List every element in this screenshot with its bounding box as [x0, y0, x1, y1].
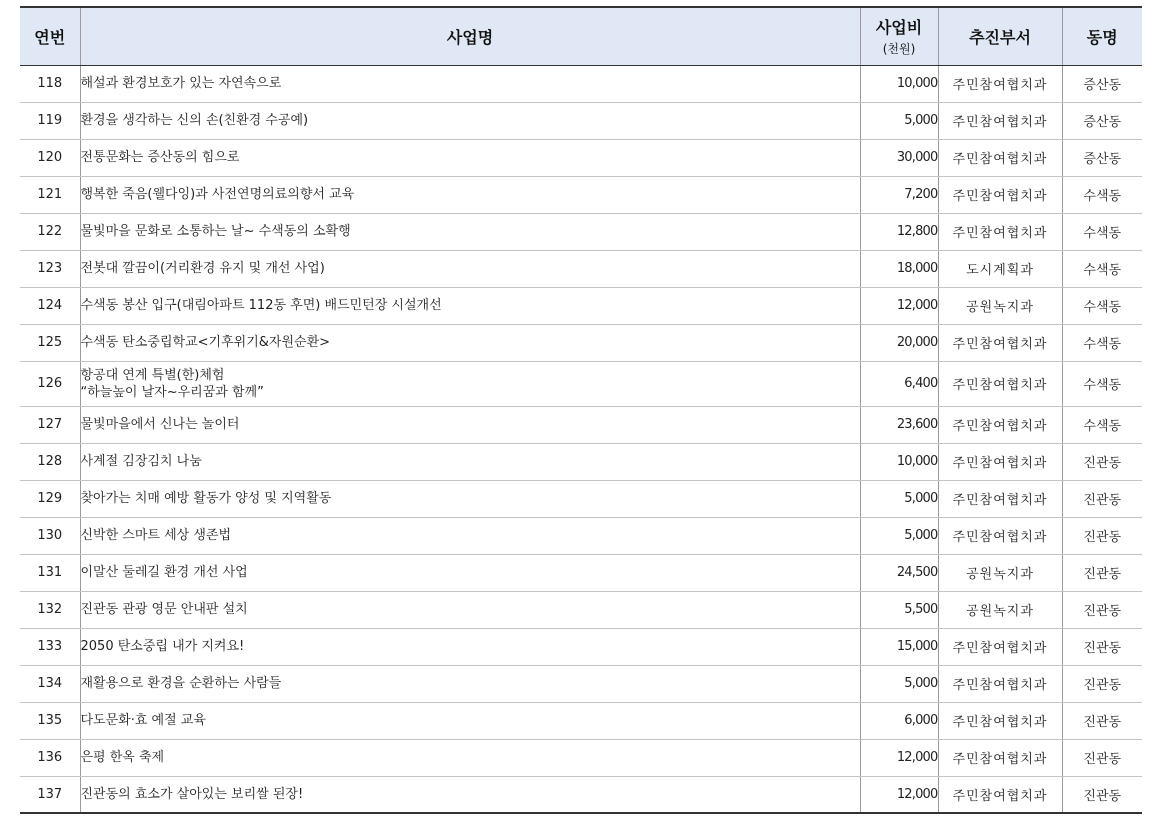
- department: 주민참여협치과: [938, 406, 1062, 443]
- project-name: [80, 480, 860, 517]
- table-row: [20, 361, 1142, 406]
- dong-name: 수색동: [1062, 250, 1142, 287]
- row-number: 118: [20, 65, 80, 102]
- department: 주민참여협치과: [938, 776, 1062, 813]
- project-cost: 23,600: [860, 406, 938, 443]
- header-dept: 추진부서: [938, 7, 1062, 65]
- dong-name: 증산동: [1062, 102, 1142, 139]
- table-header-row: [20, 7, 1142, 65]
- project-name: [80, 739, 860, 776]
- department: 주민참여협치과: [938, 361, 1062, 406]
- project-name: [80, 776, 860, 813]
- project-name: [80, 324, 860, 361]
- department: 공원녹지과: [938, 554, 1062, 591]
- row-number: 119: [20, 102, 80, 139]
- table-body: [20, 65, 1142, 813]
- row-number: 123: [20, 250, 80, 287]
- department: 주민참여협치과: [938, 739, 1062, 776]
- dong-name: 진관동: [1062, 665, 1142, 702]
- department: 주민참여협치과: [938, 65, 1062, 102]
- row-number: 125: [20, 324, 80, 361]
- row-number: 132: [20, 591, 80, 628]
- project-name-line: 행복한 죽음(웰다잉)과 사전연명의료의향서 교육: [80, 187, 355, 202]
- dong-name: 진관동: [1062, 480, 1142, 517]
- table-row: [20, 287, 1142, 324]
- row-number: 133: [20, 628, 80, 665]
- project-name: [80, 628, 860, 665]
- project-cost: 6,000: [860, 702, 938, 739]
- project-name: [80, 665, 860, 702]
- department: 주민참여협치과: [938, 517, 1062, 554]
- dong-name: 수색동: [1062, 324, 1142, 361]
- table-row: [20, 406, 1142, 443]
- header-name: 사업명: [80, 7, 860, 65]
- project-name-line: 전봇대 깔끔이(거리환경 유지 및 개선 사업): [80, 261, 325, 276]
- department: 주민참여협치과: [938, 324, 1062, 361]
- table-row: [20, 65, 1142, 102]
- project-name-line: 사계절 김장김치 나눔: [80, 454, 202, 469]
- header-cost: [860, 7, 938, 65]
- project-name: [80, 702, 860, 739]
- dong-name: 진관동: [1062, 554, 1142, 591]
- project-name: [80, 65, 860, 102]
- project-name: [80, 287, 860, 324]
- dong-name: 수색동: [1062, 406, 1142, 443]
- dong-name: 수색동: [1062, 176, 1142, 213]
- project-name-line: 물빛마을에서 신나는 놀이터: [80, 417, 240, 432]
- row-number: 120: [20, 139, 80, 176]
- dong-name: 증산동: [1062, 65, 1142, 102]
- project-cost: 24,500: [860, 554, 938, 591]
- row-number: 130: [20, 517, 80, 554]
- project-cost: 12,000: [860, 287, 938, 324]
- table-row: [20, 702, 1142, 739]
- row-number: 134: [20, 665, 80, 702]
- project-name-line: 진관동 관광 영문 안내판 설치: [80, 602, 248, 617]
- row-number: 128: [20, 443, 80, 480]
- header-cost-unit: (천원): [882, 42, 916, 57]
- department: 주민참여협치과: [938, 139, 1062, 176]
- row-number: 136: [20, 739, 80, 776]
- project-name-line: 재활용으로 환경을 순환하는 사람들: [80, 676, 282, 691]
- dong-name: 수색동: [1062, 361, 1142, 406]
- table-row: [20, 628, 1142, 665]
- project-name-line: 수색동 봉산 입구(대림아파트 112동 후면) 배드민턴장 시설개선: [80, 298, 442, 313]
- department: 주민참여협치과: [938, 702, 1062, 739]
- project-cost: 30,000: [860, 139, 938, 176]
- row-number: 121: [20, 176, 80, 213]
- project-name-line: “하늘높이 날자~우리꿈과 함께”: [80, 384, 264, 400]
- project-name-line: 물빛마을 문화로 소통하는 날~ 수색동의 소확행: [80, 224, 351, 239]
- table-row: [20, 213, 1142, 250]
- header-cost-label: 사업비: [875, 18, 923, 38]
- table-row: [20, 102, 1142, 139]
- project-cost: 12,000: [860, 776, 938, 813]
- department: 주민참여협치과: [938, 628, 1062, 665]
- department: 주민참여협치과: [938, 213, 1062, 250]
- project-name: [80, 443, 860, 480]
- row-number: 126: [20, 361, 80, 406]
- project-name: [80, 361, 860, 406]
- table-row: [20, 665, 1142, 702]
- project-cost: 18,000: [860, 250, 938, 287]
- header-no: 연번: [20, 7, 80, 65]
- row-number: 127: [20, 406, 80, 443]
- table-row: [20, 480, 1142, 517]
- project-name: [80, 406, 860, 443]
- row-number: 124: [20, 287, 80, 324]
- department: 주민참여협치과: [938, 480, 1062, 517]
- table-row: [20, 443, 1142, 480]
- table-row: [20, 250, 1142, 287]
- project-cost: 5,500: [860, 591, 938, 628]
- project-cost: 7,200: [860, 176, 938, 213]
- dong-name: 진관동: [1062, 776, 1142, 813]
- table-row: [20, 776, 1142, 813]
- row-number: 137: [20, 776, 80, 813]
- project-name-line: 항공대 연계 특별(한)체험: [80, 367, 225, 383]
- project-name: [80, 517, 860, 554]
- project-name: [80, 554, 860, 591]
- project-name-line: 진관동의 효소가 살아있는 보리쌀 된장!: [80, 786, 304, 802]
- project-cost: 10,000: [860, 443, 938, 480]
- row-number: 135: [20, 702, 80, 739]
- project-cost: 15,000: [860, 628, 938, 665]
- project-name-line: 해설과 환경보호가 있는 자연속으로: [80, 76, 282, 91]
- table-row: [20, 554, 1142, 591]
- dong-name: 진관동: [1062, 628, 1142, 665]
- project-name: [80, 176, 860, 213]
- project-cost: 12,000: [860, 739, 938, 776]
- department: 주민참여협치과: [938, 102, 1062, 139]
- dong-name: 증산동: [1062, 139, 1142, 176]
- header-dong: 동명: [1062, 7, 1142, 65]
- project-name-line: 수색동 탄소중립학교<기후위기&자원순환>: [80, 335, 331, 350]
- project-name-line: 환경을 생각하는 신의 손(친환경 수공예): [80, 113, 309, 128]
- project-cost: 20,000: [860, 324, 938, 361]
- project-cost: 5,000: [860, 480, 938, 517]
- project-name-line: 찾아가는 치매 예방 활동가 양성 및 지역활동: [80, 491, 332, 506]
- project-name-line: 전통문화는 증산동의 힘으로: [80, 150, 240, 165]
- dong-name: 진관동: [1062, 443, 1142, 480]
- dong-name: 수색동: [1062, 213, 1142, 250]
- dong-name: 진관동: [1062, 702, 1142, 739]
- department: 공원녹지과: [938, 591, 1062, 628]
- table-row: [20, 176, 1142, 213]
- table-row: [20, 139, 1142, 176]
- project-cost: 5,000: [860, 665, 938, 702]
- project-name-line: 은평 한옥 축제: [80, 750, 165, 765]
- dong-name: 진관동: [1062, 739, 1142, 776]
- project-cost: 5,000: [860, 102, 938, 139]
- dong-name: 수색동: [1062, 287, 1142, 324]
- department: 주민참여협치과: [938, 176, 1062, 213]
- table-row: [20, 324, 1142, 361]
- table-row: [20, 517, 1142, 554]
- row-number: 129: [20, 480, 80, 517]
- table-row: [20, 739, 1142, 776]
- project-cost: 5,000: [860, 517, 938, 554]
- project-name-line: 다도문화·효 예절 교육: [80, 713, 206, 728]
- project-name: [80, 250, 860, 287]
- project-cost: 6,400: [860, 361, 938, 406]
- project-name: [80, 139, 860, 176]
- row-number: 131: [20, 554, 80, 591]
- project-name: [80, 591, 860, 628]
- department: 도시계획과: [938, 250, 1062, 287]
- project-name-line: 2050 탄소중립 내가 지켜요!: [80, 639, 245, 654]
- project-cost: 10,000: [860, 65, 938, 102]
- department: 주민참여협치과: [938, 665, 1062, 702]
- project-cost: 12,800: [860, 213, 938, 250]
- project-name: [80, 213, 860, 250]
- department: 공원녹지과: [938, 287, 1062, 324]
- project-name: [80, 102, 860, 139]
- project-name-line: 신박한 스마트 세상 생존법: [80, 528, 232, 543]
- project-table: [20, 6, 1142, 814]
- dong-name: 진관동: [1062, 517, 1142, 554]
- department: 주민참여협치과: [938, 443, 1062, 480]
- table-row: [20, 591, 1142, 628]
- project-name-line: 이말산 둘레길 환경 개선 사업: [80, 565, 248, 580]
- dong-name: 진관동: [1062, 591, 1142, 628]
- row-number: 122: [20, 213, 80, 250]
